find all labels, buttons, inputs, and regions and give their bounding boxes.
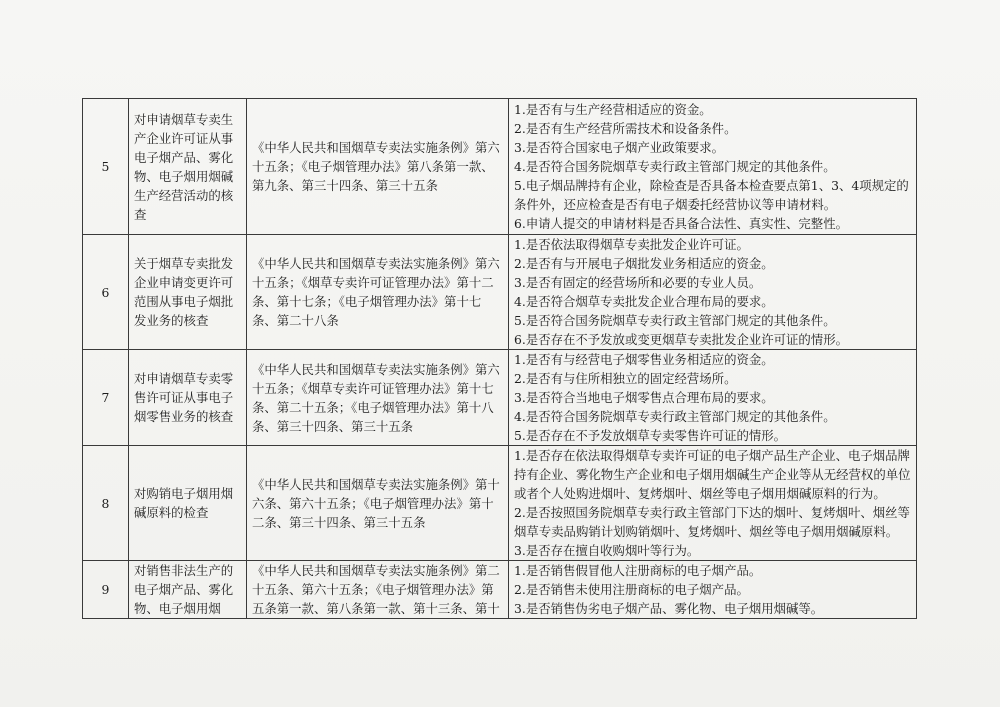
check-point-item: 1.是否有与生产经营相适应的资金。 bbox=[514, 102, 712, 117]
row-number: 8 bbox=[83, 446, 129, 561]
table-row bbox=[83, 99, 917, 235]
legal-basis: 《中华人民共和国烟草专卖法实施条例》第二十五条、第六十五条；《电子烟管理办法》第五条第一款、第八条第一款、第十三条、第十 bbox=[247, 561, 509, 619]
check-points bbox=[509, 561, 917, 619]
check-item: 对申请烟草专卖生产企业许可证从事电子烟产品、雾化物、电子烟用烟碱生产经营活动的核查 bbox=[129, 99, 247, 235]
check-point-item: 1.是否有与经营电子烟零售业务相适应的资金。 bbox=[514, 352, 774, 367]
table-row bbox=[83, 561, 917, 619]
check-point-item: 3.是否有固定的经营场所和必要的专业人员。 bbox=[514, 275, 762, 290]
check-item: 对申请烟草专卖零售许可证从事电子烟零售业务的核查 bbox=[129, 350, 247, 446]
check-point-item: 3.是否销售伪劣电子烟产品、雾化物、电子烟用烟碱等。 bbox=[514, 601, 824, 616]
check-point-item: 5.电子烟品牌持有企业，除检查是否具备本检查要点第1、3、4项规定的条件外，还应检查是否有电子烟委托经营协议等申请材料。 bbox=[514, 178, 909, 212]
check-point-item: 1.是否存在依法取得烟草专卖许可证的电子烟产品生产企业、电子烟品牌持有企业、雾化物生产企业和电子烟用烟碱生产企业等从无经营权的单位或者个人处购进烟叶、复烤烟叶、烟丝等电子烟用烟碱原料的行为。 bbox=[514, 448, 911, 501]
table-row bbox=[83, 446, 917, 561]
check-point-item: 3.是否符合国家电子烟产业政策要求。 bbox=[514, 140, 725, 155]
check-point-item: 2.是否按照国务院烟草专卖行政主管部门下达的烟叶、复烤烟叶、烟丝等烟草专卖品购销计划购销烟叶、复烤烟叶、烟丝等电子烟用烟碱原料。 bbox=[514, 505, 910, 539]
legal-basis: 《中华人民共和国烟草专卖法实施条例》第六十五条；《烟草专卖许可证管理办法》第十二条、第十七条；《电子烟管理办法》第十七条、第二十八条 bbox=[247, 235, 509, 350]
check-item: 关于烟草专卖批发企业申请变更许可范围从事电子烟批发业务的核查 bbox=[129, 235, 247, 350]
row-number: 9 bbox=[83, 561, 129, 619]
check-point-item: 6.申请人提交的申请材料是否具备合法性、真实性、完整性。 bbox=[514, 216, 848, 231]
regulation-check-table bbox=[82, 98, 917, 619]
check-points bbox=[509, 235, 917, 350]
check-point-item: 2.是否有生产经营所需技术和设备条件。 bbox=[514, 121, 737, 136]
table-body bbox=[83, 99, 917, 619]
check-point-item: 4.是否符合国务院烟草专卖行政主管部门规定的其他条件。 bbox=[514, 409, 836, 424]
check-point-item: 3.是否存在擅自收购烟叶等行为。 bbox=[514, 543, 700, 558]
legal-basis: 《中华人民共和国烟草专卖法实施条例》第六十五条；《烟草专卖许可证管理办法》第十七条、第二十五条；《电子烟管理办法》第十八条、第三十四条、第三十五条 bbox=[247, 350, 509, 446]
check-point-item: 3.是否符合当地电子烟零售点合理布局的要求。 bbox=[514, 390, 774, 405]
check-point-item: 4.是否符合烟草专卖批发企业合理布局的要求。 bbox=[514, 294, 774, 309]
check-item: 对销售非法生产的电子烟产品、雾化物、电子烟用烟 bbox=[129, 561, 247, 619]
check-point-item: 2.是否有与开展电子烟批发业务相适应的资金。 bbox=[514, 256, 774, 271]
check-point-item: 4.是否符合国务院烟草专卖行政主管部门规定的其他条件。 bbox=[514, 159, 836, 174]
check-point-item: 2.是否有与住所相独立的固定经营场所。 bbox=[514, 371, 737, 386]
check-item: 对购销电子烟用烟碱原料的检查 bbox=[129, 446, 247, 561]
row-number: 7 bbox=[83, 350, 129, 446]
table-row bbox=[83, 235, 917, 350]
legal-basis: 《中华人民共和国烟草专卖法实施条例》第六十五条；《电子烟管理办法》第八条第一款、第九条、第三十四条、第三十五条 bbox=[247, 99, 509, 235]
row-number: 6 bbox=[83, 235, 129, 350]
check-points bbox=[509, 99, 917, 235]
check-point-item: 6.是否存在不予发放或变更烟草专卖批发企业许可证的情形。 bbox=[514, 332, 848, 347]
check-point-item: 2.是否销售未使用注册商标的电子烟产品。 bbox=[514, 582, 749, 597]
check-points bbox=[509, 350, 917, 446]
check-point-item: 5.是否符合国务院烟草专卖行政主管部门规定的其他条件。 bbox=[514, 313, 836, 328]
check-point-item: 5.是否存在不予发放烟草专卖零售许可证的情形。 bbox=[514, 428, 787, 443]
check-points bbox=[509, 446, 917, 561]
table-row bbox=[83, 350, 917, 446]
legal-basis: 《中华人民共和国烟草专卖法实施条例》第十六条、第六十五条；《电子烟管理办法》第十二条、第三十四条、第三十五条 bbox=[247, 446, 509, 561]
check-point-item: 1.是否依法取得烟草专卖批发企业许可证。 bbox=[514, 237, 749, 252]
check-point-item: 1.是否销售假冒他人注册商标的电子烟产品。 bbox=[514, 563, 762, 578]
row-number: 5 bbox=[83, 99, 129, 235]
